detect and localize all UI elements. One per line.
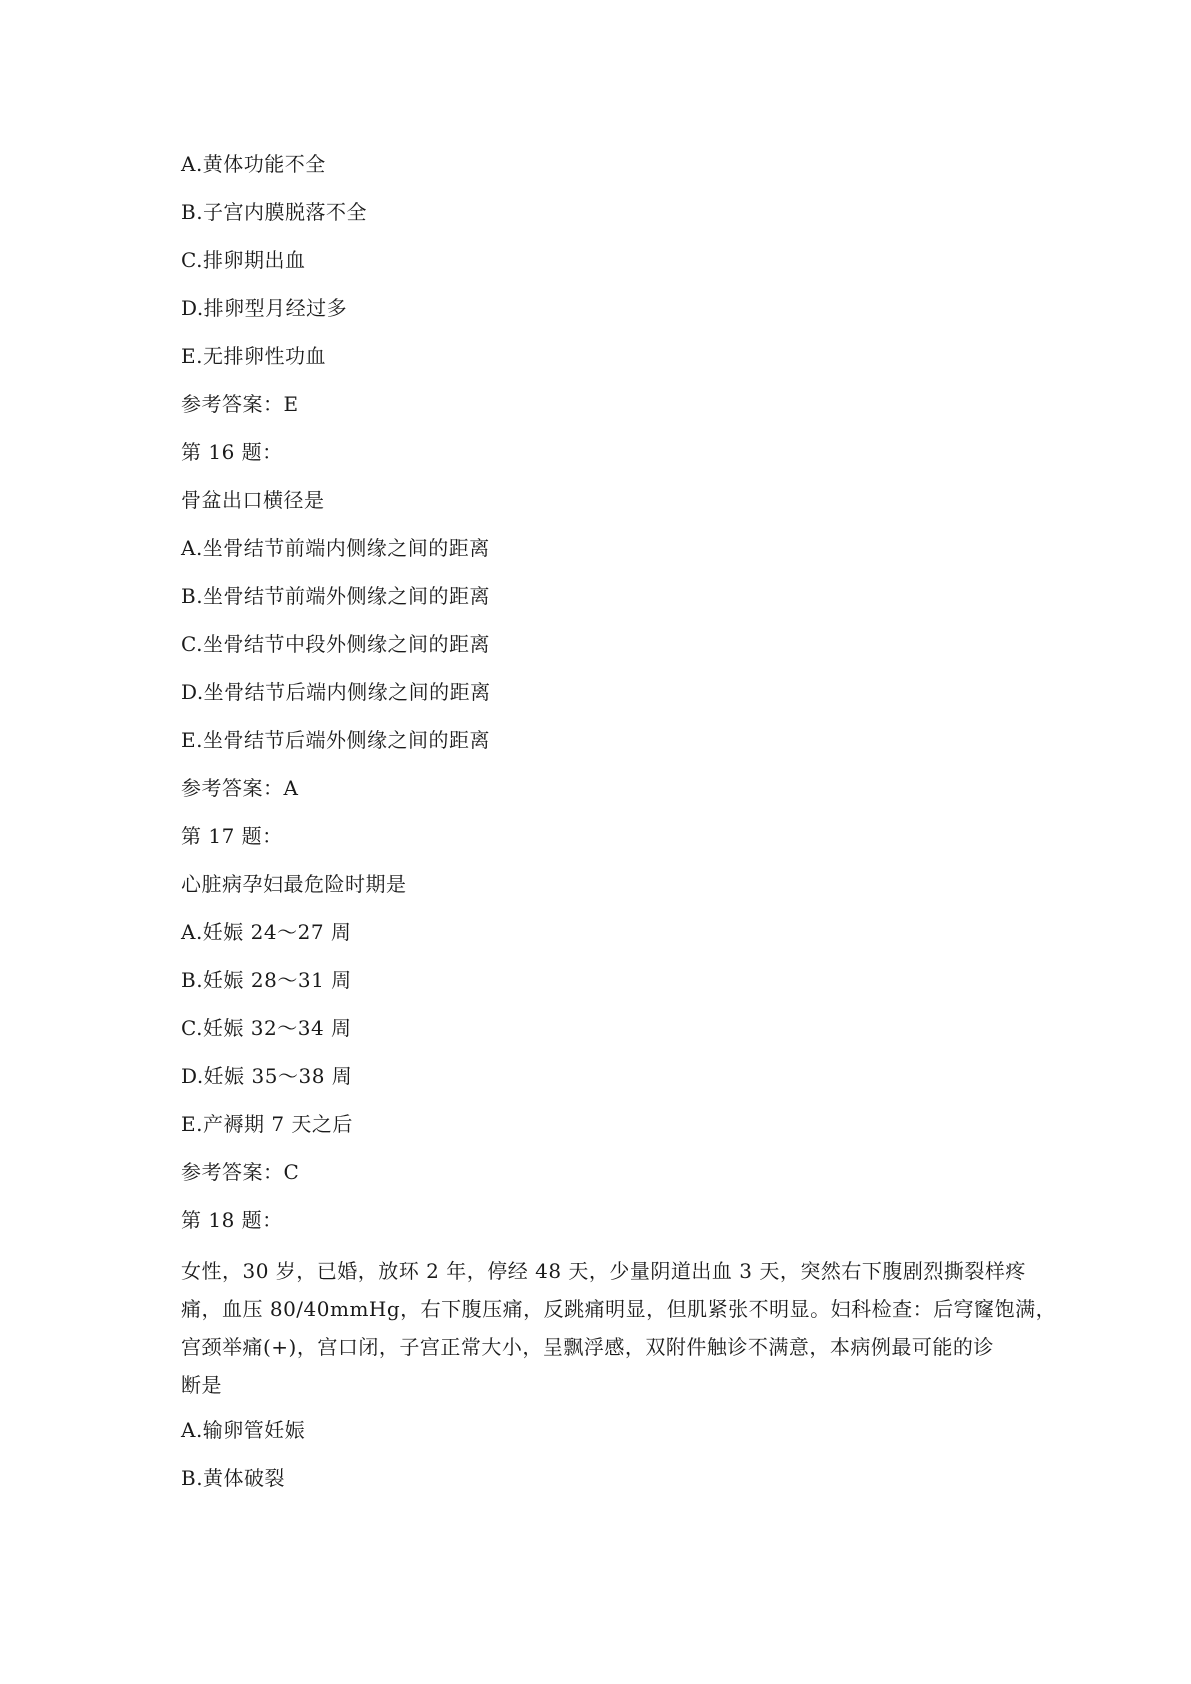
q15-option-b: B.子宫内膜脱落不全 bbox=[181, 200, 368, 224]
q18-stem-line: 断是 bbox=[181, 1373, 222, 1397]
q17-number: 第 17 题： bbox=[181, 824, 283, 848]
q17-option-d: D.妊娠 35～38 周 bbox=[181, 1064, 353, 1088]
q16-number: 第 16 题： bbox=[181, 440, 283, 464]
q18-option-b: B.黄体破裂 bbox=[181, 1466, 286, 1490]
q17-option-c: C.妊娠 32～34 周 bbox=[181, 1016, 352, 1040]
q16-stem: 骨盆出口横径是 bbox=[181, 488, 325, 512]
q16-option-b: B.坐骨结节前端外侧缘之间的距离 bbox=[181, 584, 491, 608]
q15-option-d: D.排卵型月经过多 bbox=[181, 296, 348, 320]
q17-option-a: A.妊娠 24～27 周 bbox=[181, 920, 352, 944]
q18-number: 第 18 题： bbox=[181, 1208, 283, 1232]
q16-answer: 参考答案：A bbox=[181, 776, 299, 800]
q16-option-c: C.坐骨结节中段外侧缘之间的距离 bbox=[181, 632, 490, 656]
q18-stem-line: 宫颈举痛(+)，宫口闭，子宫正常大小，呈飘浮感，双附件触诊不满意，本病例最可能的诊 bbox=[181, 1335, 994, 1359]
q15-option-a: A.黄体功能不全 bbox=[181, 152, 326, 176]
q18-stem-line: 痛，血压 80/40mmHg，右下腹压痛，反跳痛明显，但肌紧张不明显。妇科检查：后穹窿饱满， bbox=[181, 1297, 1057, 1321]
q17-stem: 心脏病孕妇最危险时期是 bbox=[181, 872, 407, 896]
q18-option-a: A.输卵管妊娠 bbox=[181, 1418, 306, 1442]
q17-option-b: B.妊娠 28～31 周 bbox=[181, 968, 352, 992]
q17-option-e: E.产褥期 7 天之后 bbox=[181, 1112, 353, 1136]
q16-option-e: E.坐骨结节后端外侧缘之间的距离 bbox=[181, 728, 490, 752]
q15-answer: 参考答案：E bbox=[181, 392, 299, 416]
q16-option-a: A.坐骨结节前端内侧缘之间的距离 bbox=[181, 536, 490, 560]
document-page bbox=[181, 148, 1057, 1510]
q15-option-c: C.排卵期出血 bbox=[181, 248, 306, 272]
q18-stem bbox=[181, 1252, 1057, 1404]
q16-option-d: D.坐骨结节后端内侧缘之间的距离 bbox=[181, 680, 491, 704]
q17-answer: 参考答案：C bbox=[181, 1160, 300, 1184]
q18-stem-line: 女性，30 岁，已婚，放环 2 年，停经 48 天，少量阴道出血 3 天，突然右下腹剧烈撕裂样疼 bbox=[181, 1259, 1026, 1283]
q15-option-e: E.无排卵性功血 bbox=[181, 344, 326, 368]
